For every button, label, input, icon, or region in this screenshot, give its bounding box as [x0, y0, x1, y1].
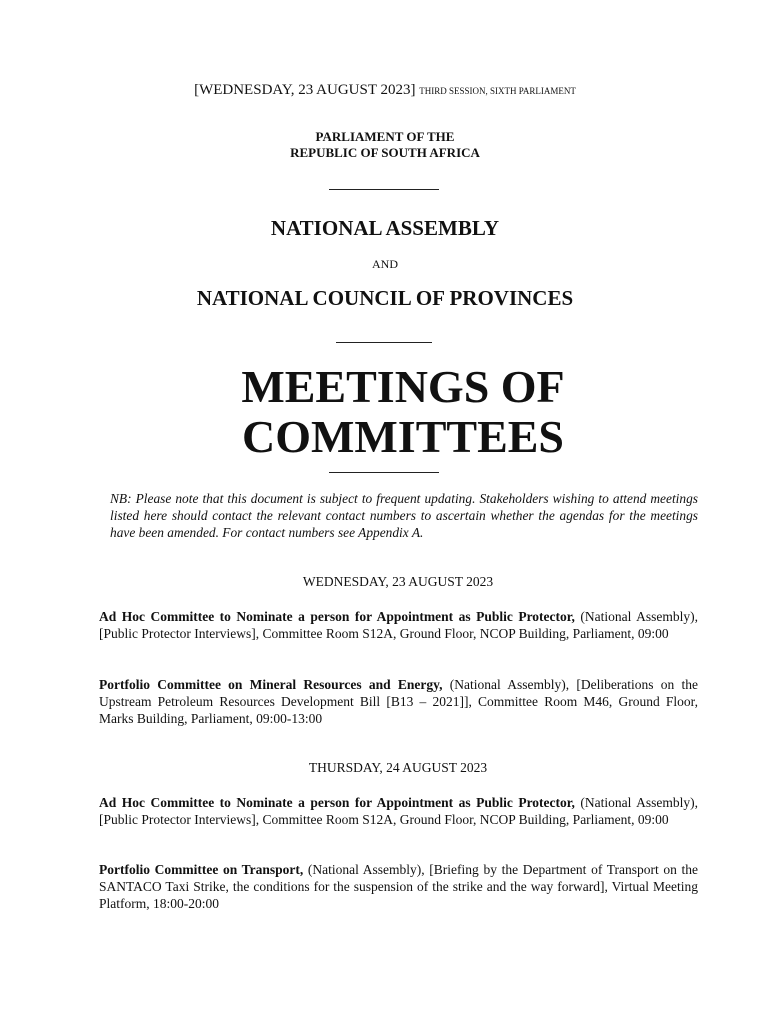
- meeting-details: (National Assembly), [Briefing by the Department of Transport on the SANTACO Taxi Strike, the conditions for the suspension of the strike and the way forward], Virtual Meeting Platform, 18:00-20:00: [99, 862, 699, 911]
- committee-name: Portfolio Committee on Mineral Resources and Energy,: [99, 677, 443, 692]
- meeting-details: (National Assembly), [Public Protector Interviews], Committee Room S12A, Ground Floor, NCOP Building, Parliament, 09:00: [99, 609, 699, 641]
- meeting-entry: [99, 608, 698, 642]
- committee-name: Portfolio Committee on Transport,: [99, 862, 304, 877]
- committee-name: Ad Hoc Committee to Nominate a person for Appointment as Public Protector,: [99, 609, 575, 624]
- meeting-details: (National Assembly), [Deliberations on the Upstream Petroleum Resources Development Bill [B13 – 2021]], Committee Room M46, Ground Floor, Marks Building, Parliament, 09:00-13:00: [99, 677, 699, 726]
- meeting-entry: [99, 861, 698, 912]
- day-heading: THURSDAY, 24 AUGUST 2023: [308, 760, 488, 775]
- divider: [329, 472, 439, 473]
- document-header: [0, 82, 770, 99]
- house-conjunction: AND: [372, 257, 398, 271]
- committee-name: Ad Hoc Committee to Nominate a person for Appointment as Public Protector,: [99, 795, 575, 810]
- house-national-assembly: NATIONAL ASSEMBLY: [270, 216, 500, 240]
- page-title-line-1: MEETINGS OF: [241, 361, 565, 412]
- page-title-line-2: COMMITTEES: [241, 411, 565, 462]
- day-heading: WEDNESDAY, 23 AUGUST 2023: [302, 574, 494, 589]
- house-ncop: NATIONAL COUNCIL OF PROVINCES: [196, 286, 574, 310]
- update-notice: NB: Please note that this document is subject to frequent updating. Stakeholders wishing to attend meetings listed here should contact the relevant contact numbers to ascertain whether the agendas for the meetings have been amended. For contact numbers see Appendix A.: [110, 491, 698, 540]
- divider: [329, 189, 439, 190]
- header-session: THIRD SESSION, SIXTH PARLIAMENT: [419, 86, 576, 96]
- page-title: [0, 362, 770, 462]
- meeting-entry: [99, 794, 698, 828]
- header-date: [WEDNESDAY, 23 AUGUST 2023]: [194, 82, 416, 98]
- parliament-line-1: PARLIAMENT OF THE: [315, 129, 455, 144]
- divider: [336, 342, 432, 343]
- meeting-details: (National Assembly), [Public Protector Interviews], Committee Room S12A, Ground Floor, NCOP Building, Parliament, 09:00: [99, 795, 699, 827]
- parliament-line-2: REPUBLIC OF SOUTH AFRICA: [290, 145, 480, 160]
- meeting-entry: [99, 676, 698, 727]
- parliament-name: [0, 129, 770, 161]
